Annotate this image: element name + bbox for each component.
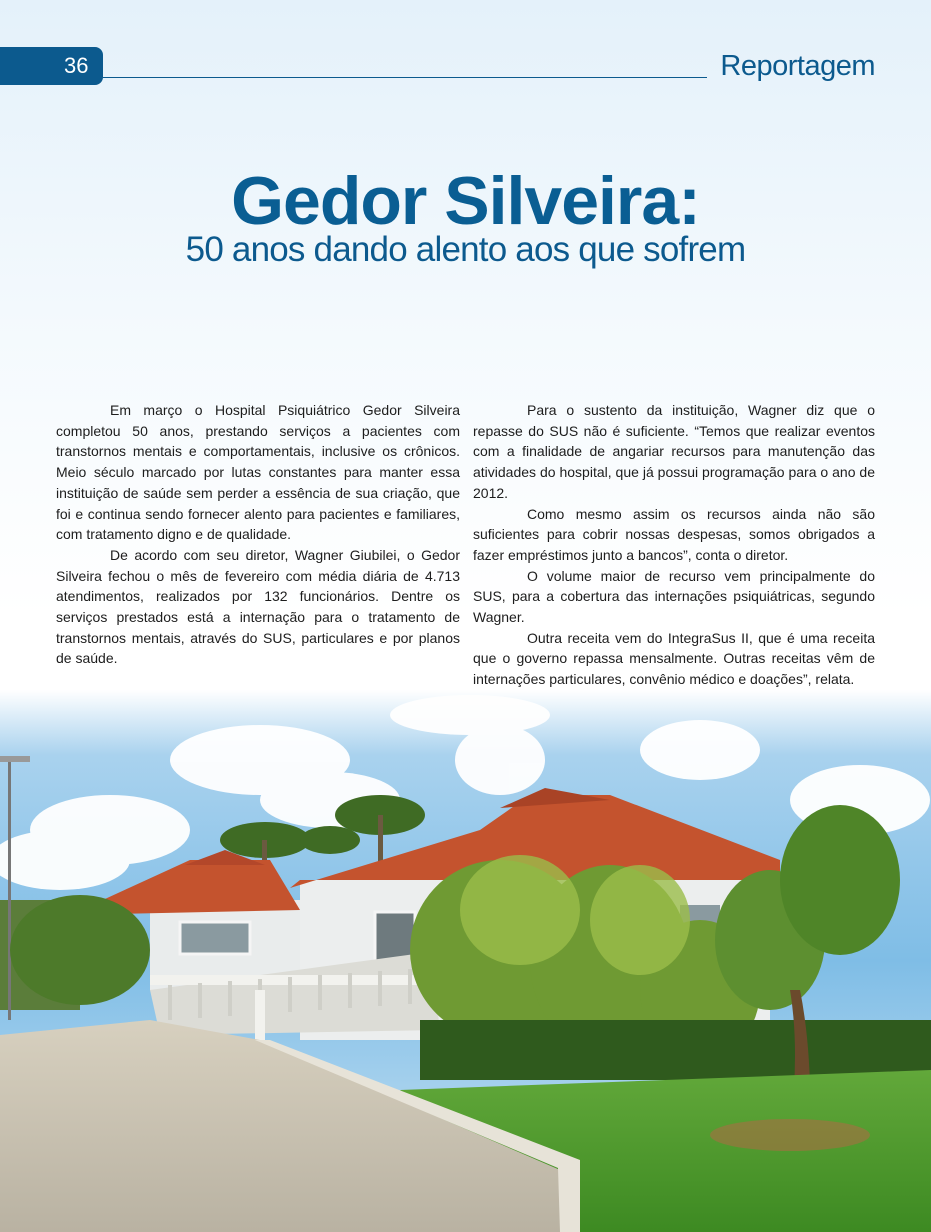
article-subtitle: 50 anos dando alento aos que sofrem xyxy=(185,230,746,269)
page-number-tab xyxy=(0,47,103,85)
paragraph: Para o sustento da instituição, Wagner diz que o repasse do SUS não é suficiente. “Temos que realizar eventos com a finalidade de angariar recursos para manutenção das atividades do hospital, que já possui programação para o ano de 2012. xyxy=(473,402,875,501)
paragraph: Como mesmo assim os recursos ainda não são suficientes para cobrir nossas despesas, somos obrigados a fazer empréstimos junto a bancos”, conta o diretor. xyxy=(473,505,875,563)
header-rule xyxy=(103,77,707,78)
paragraph: Outra receita vem do IntegraSus II, que é uma receita que o governo repassa mensalmente. Outras receitas vêm de internações particulares, convênio médico e doações”, relata. xyxy=(473,629,875,688)
left-column xyxy=(56,400,460,669)
page-number: 36 xyxy=(64,53,89,78)
article-title: Gedor Silveira: xyxy=(231,163,700,239)
right-column xyxy=(473,400,875,690)
paragraph: Em março o Hospital Psiquiátrico Gedor Silveira completou 50 anos, prestando serviços a pacientes com transtornos mentais e comportamentais, inclusive os crônicos. Meio século marcado por lutas constantes para manter essa instituição de saúde sem perder a essência de sua criação, que foi e continua sendo fornecer alento para pacientes e familiares, com tratamento digno e de qualidade. xyxy=(56,402,460,543)
hospital-building-photo xyxy=(0,690,931,1232)
paragraph: De acordo com seu diretor, Wagner Giubilei, o Gedor Silveira fechou o mês de fevereiro com média diária de 4.713 atendimentos, realizados por 132 funcionários. Dentre os serviços prestados está a internação para o tratamento de transtornos mentais, através do SUS, particulares e por planos de saúde. xyxy=(56,546,460,667)
section-label: Reportagem xyxy=(720,50,875,82)
paragraph: O volume maior de recurso vem principalmente do SUS, para a cobertura das internações psiquiátricas, segundo Wagner. xyxy=(473,567,875,626)
